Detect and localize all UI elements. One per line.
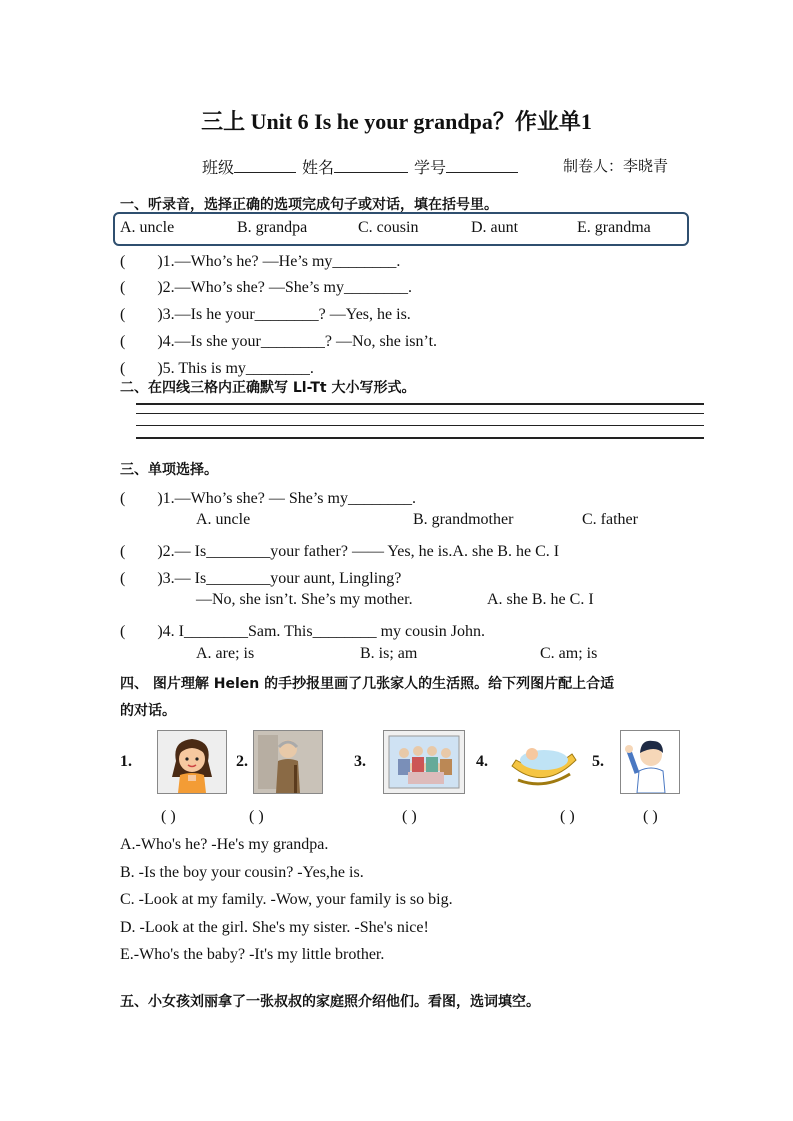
s3-q4-a: A. are; is (196, 645, 255, 662)
s3-q1-a: A. uncle (196, 511, 251, 528)
name-label: 姓名 (302, 160, 335, 177)
grandpa-picture (253, 730, 323, 794)
picture-number-4: 4. (476, 753, 488, 770)
answer-paren-5[interactable]: ( ) (643, 808, 658, 825)
dialogue-e: E.-Who's the baby? -It's my little brother. (120, 946, 385, 963)
author: 制卷人：李晓青 (563, 157, 669, 175)
s3-q1-c: C. father (582, 511, 638, 528)
s1-item-5: ( )5. This is my________. (120, 360, 314, 377)
section3-heading: 三、单项选择。 (120, 462, 218, 478)
dialogue-c: C. -Look at my family. -Wow, your family is so big. (120, 891, 453, 908)
s1-item-3: ( )3.—Is he your________? —Yes, he is. (120, 306, 411, 323)
option-c: C. cousin (358, 219, 419, 236)
number-label: 学号 (414, 160, 447, 177)
s3-q4-c: C. am; is (540, 645, 598, 662)
four-line-4 (136, 437, 704, 439)
picture-number-2: 2. (236, 753, 248, 770)
section1-heading: 一、听录音，选择正确的选项完成句子或对话，填在括号里。 (120, 197, 498, 213)
picture-number-1: 1. (120, 753, 132, 770)
s1-item-2: ( )2.—Who’s she? —She’s my________. (120, 279, 412, 296)
s3-q2: ( )2.— Is________your father? —— Yes, he is.A. she B. he C. I (120, 543, 560, 560)
picture-number-5: 5. (592, 753, 604, 770)
section2-heading: 二、在四线三格内正确默写 Ll-Tt 大小写形式。 (120, 380, 416, 396)
s3-q1-b: B. grandmother (413, 511, 514, 528)
name-blank[interactable] (334, 158, 408, 173)
dialogue-b: B. -Is the boy your cousin? -Yes,he is. (120, 864, 364, 881)
answer-paren-3[interactable]: ( ) (402, 808, 417, 825)
picture-number-3: 3. (354, 753, 366, 770)
s1-item-4: ( )4.—Is she your________? —No, she isn’t. (120, 333, 438, 350)
option-e: E. grandma (577, 219, 651, 236)
s1-item-1: ( )1.—Who’s he? —He’s my________. (120, 253, 401, 270)
dialogue-d: D. -Look at the girl. She's my sister. -She's nice! (120, 919, 429, 936)
s3-q3-line2: —No, she isn’t. She’s my mother. (196, 591, 413, 608)
four-line-3 (136, 425, 704, 426)
answer-paren-2[interactable]: ( ) (249, 808, 264, 825)
dialogue-a: A.-Who's he? -He's my grandpa. (120, 836, 329, 853)
info-number (414, 155, 518, 178)
answer-paren-1[interactable]: ( ) (161, 808, 176, 825)
section4-heading-line2: 的对话。 (120, 703, 176, 719)
page-title: 三上 Unit 6 Is he your grandpa？作业单1 (201, 109, 592, 134)
boy-picture (620, 730, 680, 794)
girl-picture (157, 730, 227, 794)
info-name (302, 155, 408, 178)
option-d: D. aunt (471, 219, 519, 236)
s3-q4: ( )4. I________Sam. This________ my cousin John. (120, 623, 486, 640)
class-blank[interactable] (234, 158, 296, 173)
s3-q3-options: A. she B. he C. I (487, 591, 594, 608)
baby-cradle-picture (508, 730, 580, 792)
four-line-1 (136, 403, 704, 405)
family-photo-picture (383, 730, 465, 794)
answer-paren-4[interactable]: ( ) (560, 808, 575, 825)
option-a: A. uncle (120, 219, 175, 236)
section5-heading: 五、小女孩刘丽拿了一张叔叔的家庭照介绍他们。看图，选词填空。 (120, 994, 540, 1010)
info-class (202, 155, 296, 178)
number-blank[interactable] (446, 158, 518, 173)
s3-q4-b: B. is; am (360, 645, 418, 662)
s3-q1: ( )1.—Who’s she? — She’s my________. (120, 490, 416, 507)
class-label: 班级 (202, 160, 235, 177)
section4-heading: 四、 图片理解 Helen 的手抄报里画了几张家人的生活照。给下列图片配上合适 (120, 676, 615, 692)
s3-q3: ( )3.— Is________your aunt, Lingling? (120, 570, 402, 587)
option-b: B. grandpa (237, 219, 308, 236)
four-line-2 (136, 413, 704, 414)
